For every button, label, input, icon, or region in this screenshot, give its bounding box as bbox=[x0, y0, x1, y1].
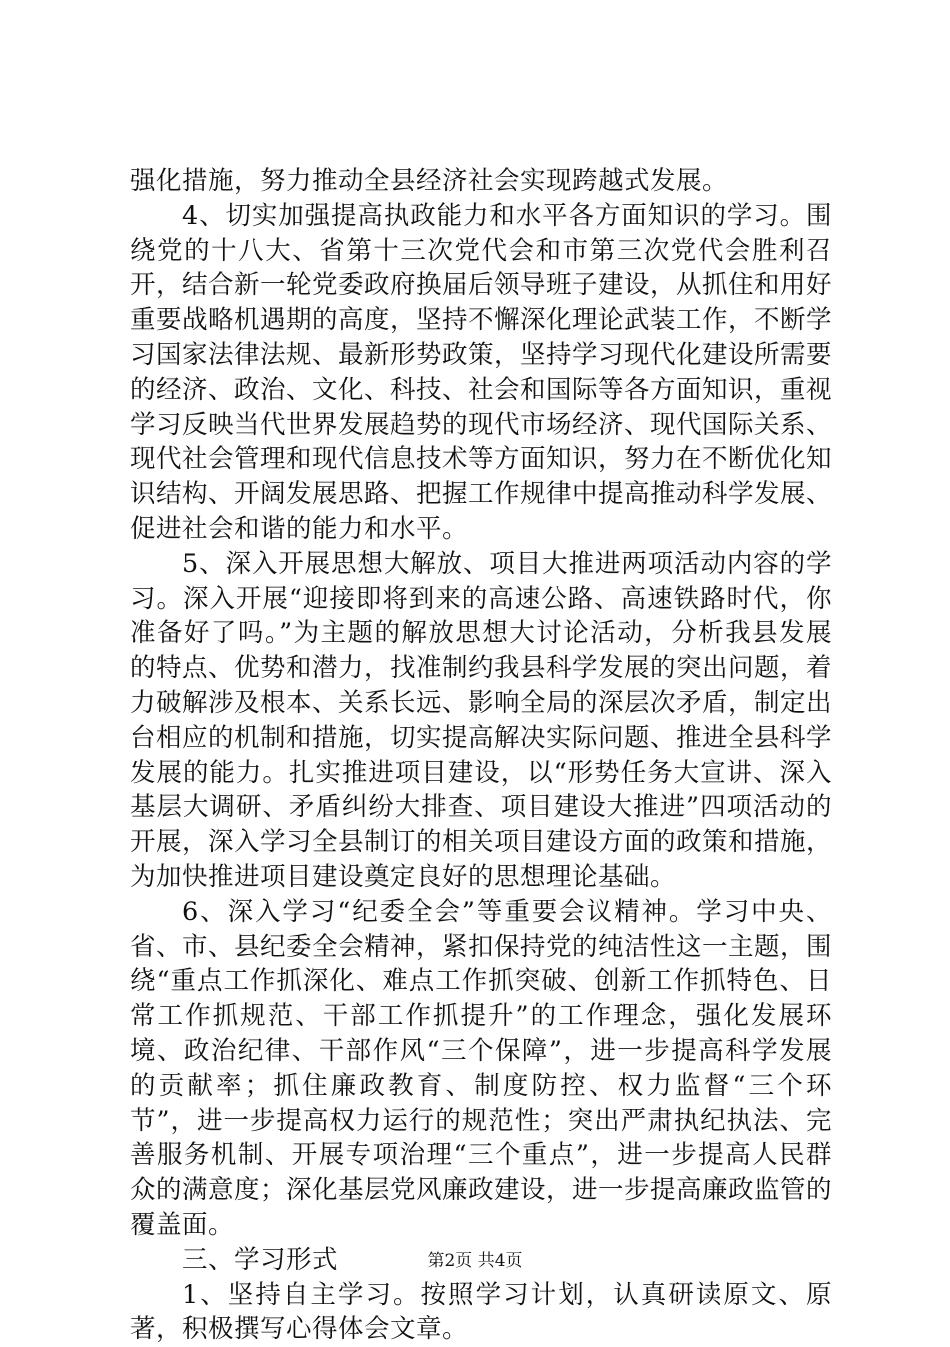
paragraph-item-6: 6、深入学习“纪委全会”等重要会议精神。学习中央、省、市、县纪委全会精神，紧扣保持党的纯洁性这一主题，围绕“重点工作抓深化、难点工作抓突破、创新工作抓特色、日常工作抓规范、干部工作抓提升”的工作理念，强化发展环境、政治纪律、干部作风“三个保障”，进一步提高科学发展的贡献率；抓住廉政教育、制度防控、权力监督“三个环节”，进一步提高权力运行的规范性；突出严肃执纪执法、完善服务机制、开展专项治理“三个重点”，进一步提高人民群众的满意度；深化基层党风廉政建设，进一步提高廉政监管的覆盖面。 bbox=[130, 895, 832, 1243]
section-heading-study-format: 三、学习形式 bbox=[130, 1243, 832, 1278]
paragraph-format-1: 1、坚持自主学习。按照学习计划，认真研读原文、原著，积极撰写心得体会文章。 bbox=[130, 1278, 832, 1347]
paragraph-item-5: 5、深入开展思想大解放、项目大推进两项活动内容的学习。深入开展“迎接即将到来的高速公路、高速铁路时代，你准备好了吗。”为主题的解放思想大讨论活动，分析我县发展的特点、优势和潜力，找准制约我县科学发展的突出问题，着力破解涉及根本、关系长远、影响全局的深层次矛盾，制定出台相应的机制和措施，切实提高解决实际问题、推进全县科学发展的能力。扎实推进项目建设，以“形势任务大宣讲、深入基层大调研、矛盾纠纷大排查、项目建设大推进”四项活动的开展，深入学习全县制订的相关项目建设方面的政策和措施，为加快推进项目建设奠定良好的思想理论基础。 bbox=[130, 547, 832, 895]
paragraph-continuation: 强化措施，努力推动全县经济社会实现跨越式发展。 bbox=[130, 164, 832, 199]
page-number-footer: 第2页 共4页 bbox=[0, 1246, 950, 1271]
document-body bbox=[130, 164, 832, 1347]
paragraph-item-4: 4、切实加强提高执政能力和水平各方面知识的学习。围绕党的十八大、省第十三次党代会和市第三次党代会胜利召开，结合新一轮党委政府换届后领导班子建设，从抓住和用好重要战略机遇期的高度，坚持不懈深化理论武装工作，不断学习国家法律法规、最新形势政策，坚持学习现代化建设所需要的经济、政治、文化、科技、社会和国际等各方面知识，重视学习反映当代世界发展趋势的现代市场经济、现代国际关系、现代社会管理和现代信息技术等方面知识，努力在不断优化知识结构、开阔发展思路、把握工作规律中提高推动科学发展、促进社会和谐的能力和水平。 bbox=[130, 199, 832, 547]
